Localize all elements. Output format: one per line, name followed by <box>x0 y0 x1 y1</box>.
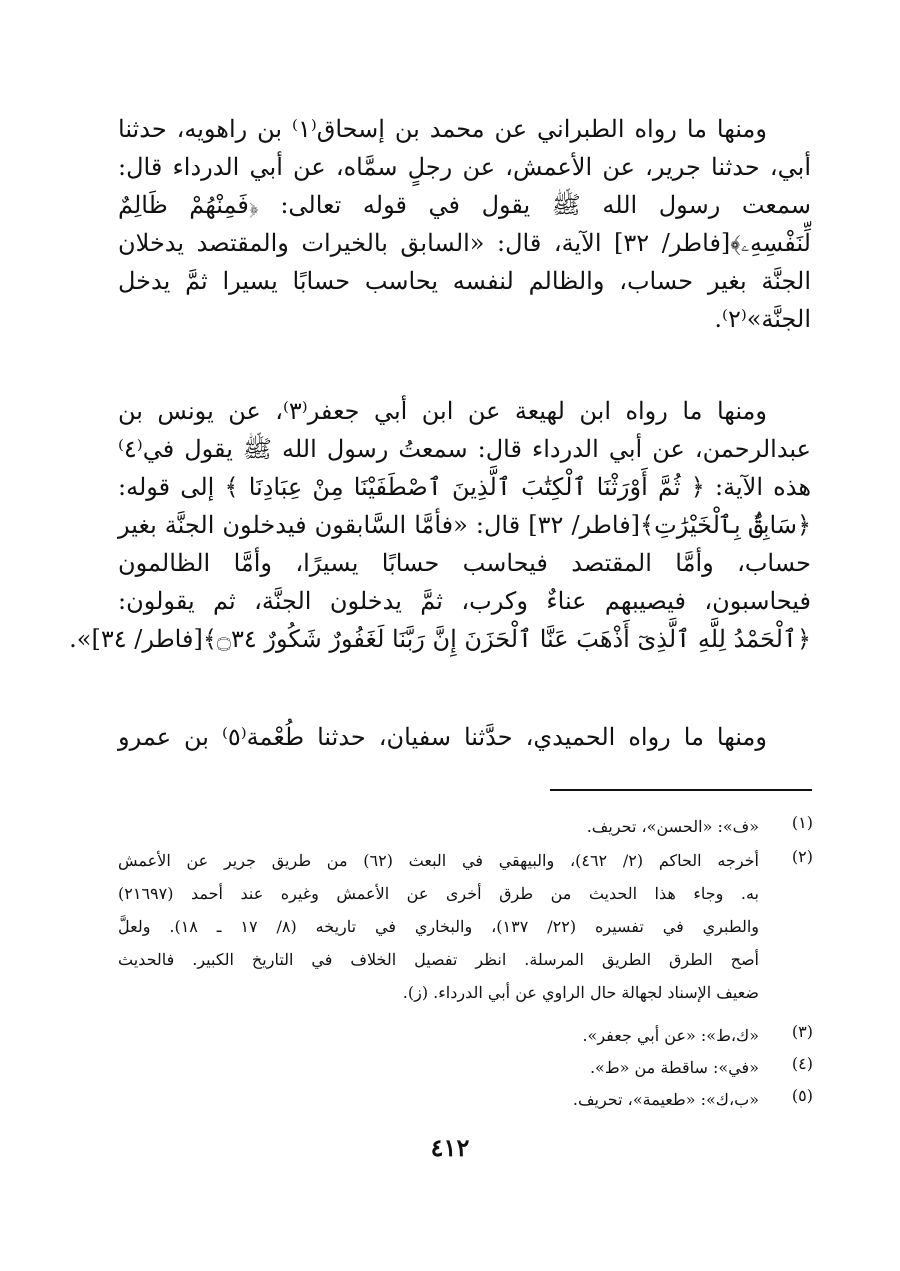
text-line: ﴿سَابِقٌۢ بِٱلْخَيْرَٰتِ﴾[فاطر/ ٣٢] قال: «فأمَّا السَّابقون فيدخلون الجنَّة بغير <box>118 511 812 539</box>
footnote-3 <box>118 1021 813 1054</box>
footnote-text: والطبري في تفسيره (٢٢/ ١٣٧)، والبخاري في تاريخه (٨/ ١٧ ـ ١٨). ولعلَّ <box>118 917 760 936</box>
text-line: الجنَّة بغير حساب، والظالم لنفسه يحاسب حسابًا يسيرا ثمَّ يدخل <box>118 267 811 295</box>
footnote-text: «ك،ط»: «عن أبي جعفر». <box>582 1026 759 1045</box>
footnote-number: (٥) <box>791 1086 813 1105</box>
footnote-number: (٤) <box>791 1054 813 1073</box>
footnote-2 <box>118 846 813 1011</box>
text-line: أبي، حدثنا جرير، عن الأعمش، عن رجلٍ سمَّاه، عن أبي الدرداء قال: <box>118 153 811 181</box>
text-line: سمعت رسول الله ﷺ يقول في قوله تعالى: ﴿فَمِنْهُمْ ظَالِمٌ <box>118 191 811 219</box>
paragraph-humaidi <box>118 722 811 760</box>
text-line: ﴿ٱلْحَمْدُ لِلَّهِ ٱلَّذِىٓ أَذْهَبَ عَنَّا ٱلْحَزَنَ إِنَّ رَبَّنَا لَغَفُورٌ شَكُورٌ ۝٣٤﴾[فاطر/ ٣٤]». <box>69 625 811 653</box>
text-line: لِّنَفْسِهِۦ﴾[فاطر/ ٣٢] الآية، قال: «السابق بالخيرات والمقتصد يدخلان <box>118 229 811 257</box>
paragraph-ibn-lahia <box>69 396 812 662</box>
footnote-4 <box>118 1053 813 1086</box>
footnote-1 <box>118 812 813 845</box>
page-number: ٤١٢ <box>430 1133 470 1162</box>
footnote-text: ضعيف الإسناد لجهالة حال الراوي عن أبي الدرداء. (ز). <box>402 983 759 1002</box>
footnote-text: أصح الطرق الطريق المرسلة. انظر تفصيل الخلاف في التاريخ الكبير. فالحديث <box>118 950 759 969</box>
text-line: هذه الآية: ﴿ ثُمَّ أَوْرَثْنَا ٱلْكِتَٰبَ ٱلَّذِينَ ٱصْطَفَيْنَا مِنْ عِبَادِنَا ﴾ إلى قوله: <box>118 473 811 501</box>
text-line: فيحاسبون، فيصيبهم عناءٌ وكرب، ثمَّ يدخلون الجنَّة، ثم يقولون: <box>118 587 811 615</box>
paragraph-tabarani <box>118 114 811 342</box>
text-line: عبدالرحمن، عن أبي الدرداء قال: سمعتُ رسول الله ﷺ يقول في⁽٤⁾ <box>118 435 811 463</box>
footnote-number: (٢) <box>791 847 813 866</box>
footnote-separator <box>550 789 812 791</box>
text-line: ومنها ما رواه ابن لهيعة عن ابن أبي جعفر⁽٣⁾، عن يونس بن <box>118 397 768 425</box>
text-line: ومنها ما رواه الطبراني عن محمد بن إسحاق⁽١⁾ بن راهويه، حدثنا <box>118 115 767 143</box>
text-line: ومنها ما رواه الحميدي، حدَّثنا سفيان، حدثنا طُعْمة⁽٥⁾ بن عمرو <box>118 723 767 751</box>
footnote-text: «في»: ساقطة من «ط». <box>589 1058 759 1077</box>
footnote-5 <box>118 1085 813 1118</box>
footnote-text: «ف»: «الحسن»، تحريف. <box>586 817 759 836</box>
footnote-text: أخرجه الحاكم (٢/ ٤٦٢)، والبيهقي في البعث (٦٢) من طريق جرير عن الأعمش <box>118 851 759 870</box>
footnote-text: «ب،ك»: «طعيمة»، تحريف. <box>572 1090 759 1109</box>
text-line: حساب، وأمَّا المقتصد فيحاسب حسابًا يسيرًا، وأمَّا الظالمون <box>118 549 811 577</box>
footnote-text: به. وجاء هذا الحديث من طرق أخرى عن الأعمش وغيره عند أحمد (٢١٦٩٧) <box>118 884 759 903</box>
text-line: الجنَّة»⁽٢⁾. <box>714 305 811 333</box>
footnote-number: (٣) <box>791 1022 813 1041</box>
footnote-number: (١) <box>791 813 813 832</box>
